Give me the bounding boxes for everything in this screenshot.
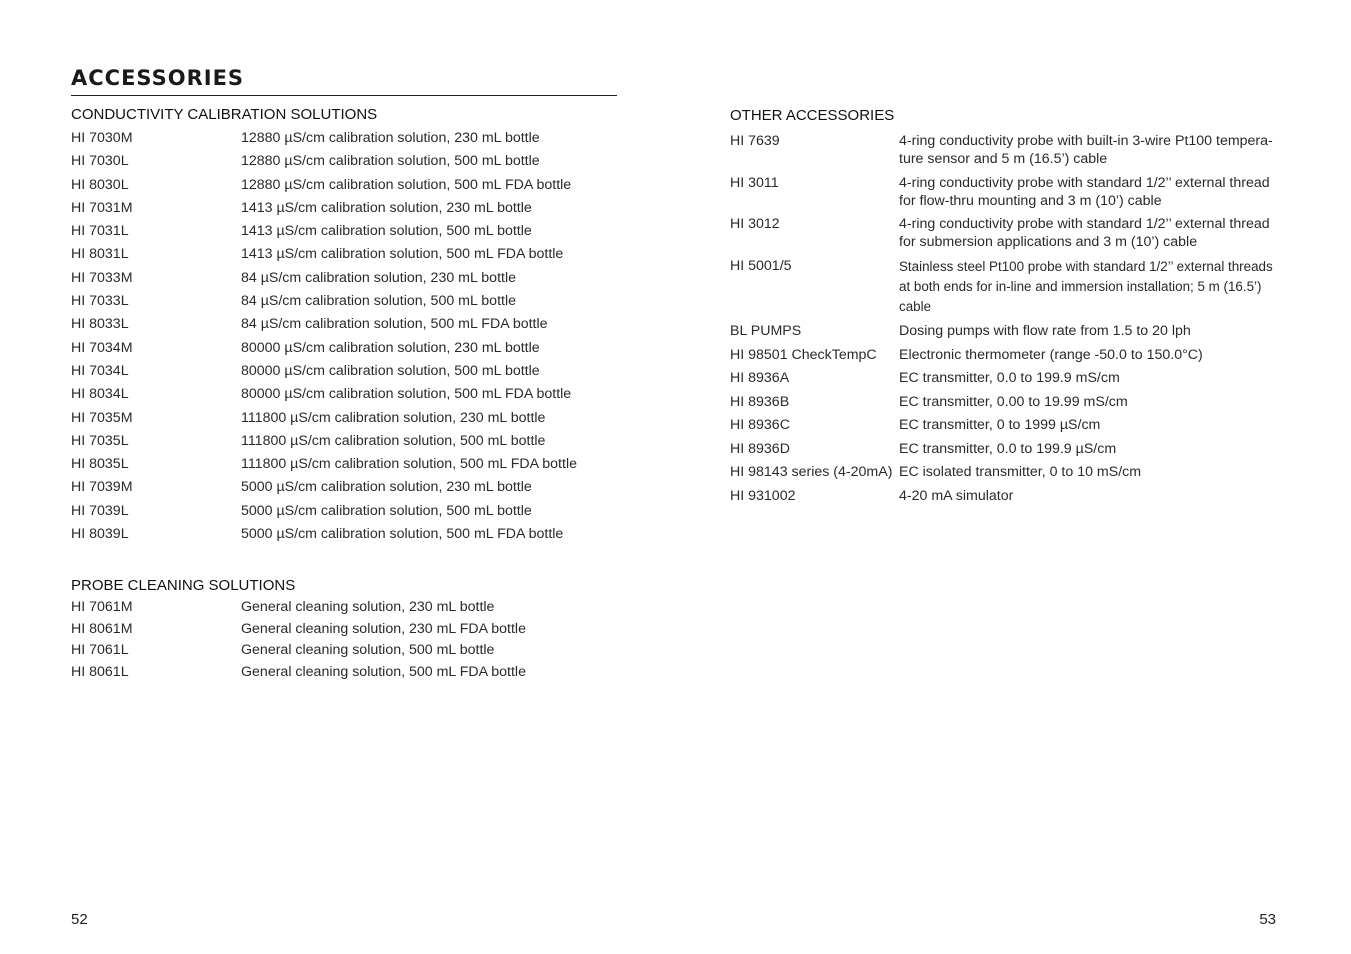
item-description: 4-20 mA simulator <box>899 487 1014 504</box>
item-code: HI 5001/5 <box>730 257 792 274</box>
page-number: 53 <box>1259 911 1276 928</box>
list-item <box>71 476 577 499</box>
item-code: HI 8936A <box>730 370 790 386</box>
item-code: HI 7034M <box>71 339 133 356</box>
item-code: HI 8061L <box>71 663 129 680</box>
item-code: HI 7034L <box>71 362 129 379</box>
item-description: Stainless steel Pt100 probe with standard 1/2’’ external threads at both ends for in-line and immersion installation; 5 m (16.5’) cable <box>899 258 1273 314</box>
page-title: ACCESSORIES <box>71 66 245 90</box>
item-code: HI 7039M <box>71 479 133 496</box>
list-item <box>730 215 1282 251</box>
item-description: EC transmitter, 0.00 to 19.99 mS/cm <box>899 393 1128 410</box>
item-description: 111800 µS/cm calibration solution, 230 mL bottle <box>241 409 546 426</box>
item-code: HI 7030L <box>71 153 129 170</box>
item-code: HI 8033L <box>71 316 129 333</box>
list-item <box>71 290 577 313</box>
item-code: HI 7031L <box>71 223 129 240</box>
item-description: EC transmitter, 0 to 1999 µS/cm <box>899 417 1101 433</box>
cleaning-list <box>71 597 526 683</box>
title-divider <box>71 95 617 96</box>
item-description: 80000 µS/cm calibration solution, 230 mL bottle <box>241 339 540 356</box>
item-description: General cleaning solution, 500 mL bottle <box>241 642 495 658</box>
list-item <box>71 337 577 360</box>
item-code: HI 8936B <box>730 393 790 410</box>
item-description: 80000 µS/cm calibration solution, 500 mL bottle <box>241 362 540 379</box>
cleaning-heading: PROBE CLEANING SOLUTIONS <box>71 577 296 594</box>
item-description: 12880 µS/cm calibration solution, 230 mL bottle <box>241 130 540 146</box>
item-description: General cleaning solution, 230 mL FDA bottle <box>241 620 526 637</box>
list-item <box>71 430 577 453</box>
item-description: General cleaning solution, 230 mL bottle <box>241 599 495 615</box>
item-description: 84 µS/cm calibration solution, 230 mL bottle <box>241 269 516 286</box>
item-code: HI 7031M <box>71 199 133 216</box>
list-item <box>71 150 577 173</box>
list-item <box>730 440 1282 458</box>
item-description: 12880 µS/cm calibration solution, 500 mL FDA bottle <box>241 176 572 193</box>
item-code: HI 7061M <box>71 599 133 615</box>
list-item <box>71 453 577 476</box>
item-code: HI 7033M <box>71 269 133 286</box>
list-item <box>730 463 1282 481</box>
list-item <box>71 127 577 150</box>
item-description: General cleaning solution, 500 mL FDA bottle <box>241 663 526 680</box>
list-item <box>730 174 1282 210</box>
item-code: HI 8061M <box>71 620 133 637</box>
item-code: HI 7039L <box>71 502 129 519</box>
item-code: HI 7033L <box>71 293 129 310</box>
item-code: HI 3011 <box>730 174 779 191</box>
list-item <box>71 360 577 383</box>
list-item <box>71 174 577 197</box>
item-code: HI 8936D <box>730 440 790 457</box>
item-description: 84 µS/cm calibration solution, 500 mL bottle <box>241 293 516 310</box>
list-item <box>71 267 577 290</box>
item-code: HI 7035M <box>71 409 133 426</box>
item-description: EC transmitter, 0.0 to 199.9 µS/cm <box>899 440 1117 457</box>
item-code: HI 8039L <box>71 526 129 543</box>
item-code: HI 7035L <box>71 432 129 449</box>
list-item <box>730 322 1282 340</box>
list-item <box>71 619 526 641</box>
list-item <box>730 132 1282 168</box>
list-item <box>730 416 1282 434</box>
list-item <box>71 383 577 406</box>
item-description: EC isolated transmitter, 0 to 10 mS/cm <box>899 464 1142 480</box>
item-description: 80000 µS/cm calibration solution, 500 mL FDA bottle <box>241 386 572 403</box>
item-code: HI 7030M <box>71 130 133 146</box>
item-code: HI 8034L <box>71 386 129 403</box>
item-description: 111800 µS/cm calibration solution, 500 mL bottle <box>241 432 546 449</box>
other-accessories-list <box>730 132 1282 510</box>
list-item <box>730 369 1282 387</box>
item-code: HI 3012 <box>730 216 780 232</box>
item-description: Dosing pumps with flow rate from 1.5 to 20 lph <box>899 323 1191 339</box>
calibration-heading: CONDUCTIVITY CALIBRATION SOLUTIONS <box>71 106 378 123</box>
item-description: 4-ring conductivity probe with standard 1/2’’ external thread for flow-thru mounting and 3 m (10’) cable <box>899 174 1270 209</box>
list-item <box>71 500 577 523</box>
item-description: 4-ring conductivity probe with built-in 3-wire Pt100 tempera- ture sensor and 5 m (16.5’) cable <box>899 133 1273 167</box>
item-description: 1413 µS/cm calibration solution, 230 mL bottle <box>241 199 532 216</box>
list-item <box>71 523 577 546</box>
calibration-list <box>71 127 577 546</box>
item-code: HI 98143 series (4-20mA) <box>730 464 893 480</box>
list-item <box>730 257 1282 317</box>
list-item <box>71 662 526 684</box>
item-code: HI 8030L <box>71 176 129 193</box>
list-item <box>730 346 1282 364</box>
other-accessories-heading: OTHER ACCESSORIES <box>730 107 895 124</box>
item-code: HI 7061L <box>71 642 129 658</box>
item-code: HI 931002 <box>730 487 796 504</box>
list-item <box>71 313 577 336</box>
item-code: HI 8031L <box>71 246 129 263</box>
page-number: 52 <box>71 911 88 928</box>
item-code: HI 7639 <box>730 133 780 149</box>
item-description: 4-ring conductivity probe with standard 1/2’’ external thread for submersion applications and 3 m (10’) cable <box>899 216 1270 250</box>
item-description: 1413 µS/cm calibration solution, 500 mL bottle <box>241 223 532 240</box>
item-description: Electronic thermometer (range -50.0 to 150.0°C) <box>899 346 1203 363</box>
list-item <box>71 220 577 243</box>
list-item <box>71 640 526 662</box>
item-description: 111800 µS/cm calibration solution, 500 mL FDA bottle <box>241 456 577 473</box>
item-code: HI 8035L <box>71 456 129 473</box>
item-code: HI 8936C <box>730 417 790 433</box>
list-item <box>71 197 577 220</box>
item-code: BL PUMPS <box>730 323 802 339</box>
list-item <box>730 393 1282 411</box>
item-description: 5000 µS/cm calibration solution, 500 mL FDA bottle <box>241 526 564 543</box>
item-description: 5000 µS/cm calibration solution, 500 mL bottle <box>241 502 532 519</box>
item-description: 1413 µS/cm calibration solution, 500 mL FDA bottle <box>241 246 564 263</box>
item-description: 84 µS/cm calibration solution, 500 mL FDA bottle <box>241 316 548 333</box>
list-item <box>71 407 577 430</box>
item-code: HI 98501 CheckTempC <box>730 346 877 363</box>
list-item <box>71 597 526 619</box>
list-item <box>71 243 577 266</box>
item-description: 5000 µS/cm calibration solution, 230 mL bottle <box>241 479 532 496</box>
list-item <box>730 487 1282 505</box>
item-description: 12880 µS/cm calibration solution, 500 mL bottle <box>241 153 540 170</box>
item-description: EC transmitter, 0.0 to 199.9 mS/cm <box>899 370 1120 386</box>
